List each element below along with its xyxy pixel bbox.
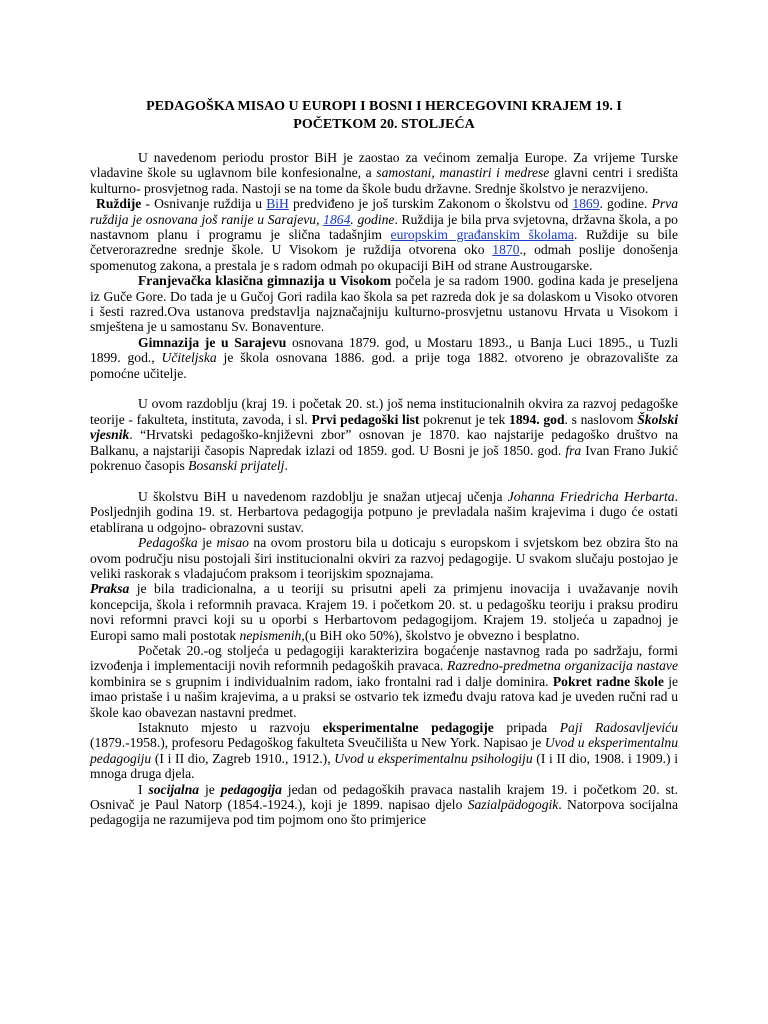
paragraph-franjevacka-gimnazija: [90, 273, 678, 335]
document-title: [90, 98, 678, 134]
text: jedan od pedagoških pravaca nastalih krajem 19. i početkom 20. st. Osnivač je Paul Natorp (1854.-1924.), koji je 1899. napisao djelo: [90, 781, 678, 813]
text: (u BiH oko 50%), školstvo je obvezno i besplatno.: [304, 627, 580, 643]
bold-text: Gimnazija je u Sarajevu: [138, 334, 287, 350]
text: U školstvu BiH u navedenom razdoblju je snažan utjecaj učenja: [138, 488, 508, 504]
link-1869[interactable]: 1869: [572, 196, 600, 212]
text: je: [197, 535, 217, 551]
bold-text: Ruždije: [96, 196, 142, 212]
bold-text: [221, 782, 282, 797]
text: kombinira se s grupnim i individualnim radom, iako frontalni rad i dalje dominira.: [90, 673, 553, 689]
text: Početak 20.-og stoljeća u pedagogiji karakterizira bogaćenje nastavnog rada po sadržaju, formi izvođenja i implementaciji novih reformnih pedagoških pravaca.: [90, 642, 678, 674]
text: (1879.-1958.), profesoru Pedagoškog fakulteta Sveučilišta u New York. Napisao je: [90, 735, 545, 751]
title-line-2: POČETKOM 20. STOLJEĆA: [293, 117, 475, 132]
paragraph-intro: [90, 150, 678, 196]
bold-text: Pokret radne škole: [552, 673, 664, 689]
italic-text: Uvod u eksperimentalnu pedagogiju: [90, 735, 678, 766]
italic-text: samostani, manastiri i medrese: [376, 165, 550, 181]
paragraph-pedagoska-misao: [90, 535, 678, 581]
bold-italic-text: Školski vjesnik: [90, 411, 679, 443]
bold-italic-text: socijalna: [148, 781, 200, 797]
italic-text: misao: [216, 535, 249, 551]
text: . Ruždije su bile četverorazredne srednje škole. U Visokom je ruždija otvorena oko: [90, 227, 678, 258]
document-body: [90, 150, 678, 828]
italic-text: Učiteljska: [161, 350, 217, 366]
italic-text: Johanna Friedricha Herbarta: [507, 488, 675, 504]
bold-italic-text: Praksa: [90, 581, 130, 597]
paragraph-eksperimentalna-pedagogija: [90, 720, 678, 782]
text: . “Hrvatski pedagoško-književni zbor” osnovan je 1870. kao najstarije pedagoško društvo na Balkanu, a najstariji časopis Napredak izlazi od 1859. god. U Bosni je još 1850. god.: [90, 427, 678, 458]
text: osnovana 1879. god, u Mostaru 1893., u Banja Luci 1895., u Tuzli 1899. god.,: [90, 334, 679, 366]
italic-text: Uvod u eksperimentalnu psihologiju: [334, 750, 533, 766]
text: na ovom prostoru bila u doticaju s europskom i svjetskom bez obzira što na ovom području nisu postojali širi institucionalni okviri za razvoj pedagogije. U svakom slučaju postojao je veliki raskorak s vladajućom praksom i teorijskim spoznajama.: [90, 535, 679, 581]
text: I: [138, 781, 149, 797]
link-1870[interactable]: 1870: [492, 242, 520, 258]
italic-text: Razredno-predmetna organizacija nastave: [447, 658, 678, 674]
text: . Posljednjih godina 19. st. Herbartova pedagogija potpuno je prevladala našim krajevima i dugo će ostati etablirana u odgojno- obrazovni sustav.: [90, 488, 678, 535]
text: (I i II dio, 1908. i 1909.) i mnoga druga djela.: [90, 750, 679, 782]
italic-text: Bosanski prijatelj: [188, 458, 285, 474]
text: pokrenut je tek: [419, 411, 510, 427]
text: ., odmah poslije donošenja spomenutog zakona, a prestala je s radom odmah po okupaciji BiH od strane Austrougarske.: [90, 242, 678, 273]
text: je imao pristaše i u našim krajevima, a u praksi se ostvario tek između dvaju ratova kad je uveden ručni rad u škole kao obavezan nastavni predmet.: [90, 673, 678, 720]
paragraph-gimnazija-sarajevo: [90, 335, 678, 381]
text: . s naslovom: [564, 411, 638, 427]
text: je bila tradicionalna, a u teoriji su prisutni apeli za primjenu inovacija i uvažavanje novih koncepcija, škola i reformnih pravaca. Krajem 19. i početkom 20. st. u pedagošku teoriju i praksu prodiru novi reformni pravci koji su u oporbi s Herbartovom pedagogijom. Krajem 19. stoljeća u zapadnoj je Europi samo mali postotak: [90, 581, 678, 643]
text: Istaknuto mjesto u razvoju: [138, 720, 323, 735]
text: predviđeno je još turskim Zakonom o školstvu od: [288, 196, 573, 212]
text: U navedenom periodu prostor BiH je zaostao za većinom zemalja Europe. Za vrijeme Turske vladavine škole su uglavnom bile konfesionalne, a: [90, 150, 678, 181]
text: počela je sa radom 1900. godina kada je preseljena iz Guče Gore. Do tada je u Gučoj Gori radila kao škola sa pet razreda dok je sa dolaskom u Visoko otvoren i šesti razred.Ova ustanova predstavlja najznačajniju kulturno-prosvjetnu ustanovu Hrvata u Visokom i smještena je u samostanu Sv. Bonaventure.: [90, 273, 678, 335]
link-bih[interactable]: BiH: [266, 196, 289, 212]
text: (I i II dio, Zagreb 1910., 1912.),: [151, 750, 335, 766]
bold-text: Franjevačka klasična gimnazija u Visokom: [138, 273, 392, 289]
paragraph-praksa: [90, 581, 678, 643]
paragraph-pedagoska-teorija: [90, 396, 678, 473]
text: je: [199, 781, 221, 797]
italic-text: Paji Radosavljeviću: [559, 720, 678, 735]
text: U ovom razdoblju (kraj 19. i početak 20. st.) još nema institucionalnih okvira za razvoj pedagoške teorije - fakulteta, instituta, zavoda, i sl.: [90, 396, 678, 427]
bold-text: [148, 782, 199, 797]
text: .: [284, 458, 288, 474]
italic-text: Prva ruždija je osnovana još ranije u Sarajevu,: [90, 196, 679, 227]
text: je škola osnovana 1886. god. a prije toga 1882. otvoreno je obrazovalište za pomoćne učitelje.: [90, 350, 678, 381]
text: . Natorpova socijalna pedagogija ne razumijeva pod tim pojmom ono što primjerice: [90, 797, 679, 828]
paragraph-socijalna-pedagogija: [90, 782, 678, 828]
link-1864[interactable]: [323, 212, 350, 227]
bold-text: [90, 581, 129, 596]
paragraph-herbart: [90, 489, 678, 535]
bold-text: 1894. god: [509, 411, 565, 427]
bold-text: eksperimentalne pedagogije: [322, 720, 494, 735]
italic-text: nepismenih,: [239, 627, 305, 643]
italic-text: fra: [565, 442, 582, 458]
bold-text: Prvi pedagoški list: [311, 411, 420, 427]
bold-italic-text: pedagogija: [220, 781, 282, 797]
text: pripada: [493, 720, 560, 735]
italic-text: Sazialpädogogik: [467, 797, 559, 813]
italic-text: Pedagoška: [138, 535, 198, 551]
text: Ivan Frano Jukić pokrenuo časopis: [90, 442, 679, 474]
text: - Osnivanje ruždija u: [141, 196, 267, 212]
text: . godine.: [599, 196, 652, 212]
text: glavni centri i središta kulturno- prosvjetnog rada. Nastoji se na tome da škole budu državne. Srednje školstvo je nerazvijeno.: [90, 165, 678, 196]
paragraph-ruzdije: [90, 196, 678, 273]
link-europske-gradjanske-skole[interactable]: europskim građanskim školama: [390, 227, 574, 243]
italic-text: . godine: [350, 211, 395, 227]
paragraph-pocetak-20-stoljeca: [90, 643, 678, 720]
text: . Ruždija je bila prva svjetovna, državna škola, a po nastavnom planu i programu je slična tadašnjim: [90, 211, 678, 243]
title-line-1: PEDAGOŠKA MISAO U EUROPI I BOSNI I HERCEGOVINI KRAJEM 19. I: [146, 99, 622, 114]
link-1864-text: 1864: [323, 211, 351, 227]
